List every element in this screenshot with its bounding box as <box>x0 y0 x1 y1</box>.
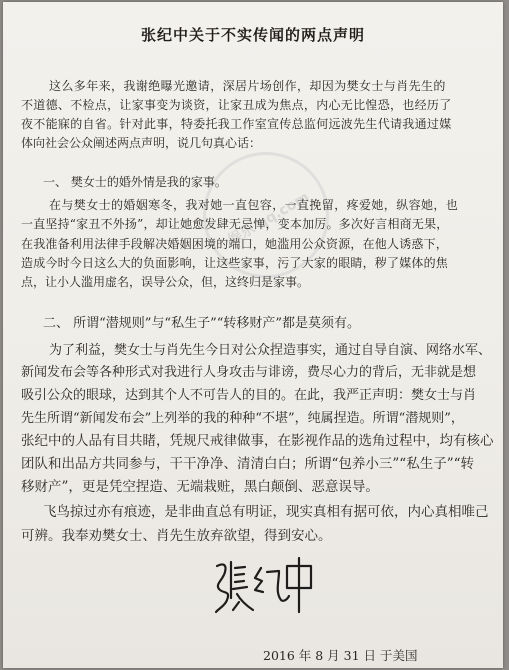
section-2-heading: 二、 所谓“潜规则”与“私生子”“转移财产”都是莫须有。 <box>43 316 361 331</box>
intro-line: 夜不能寐的自省。针对此事，特委托我工作室宣传总监何远波先生代请我通过媒 <box>21 117 452 131</box>
date-location: 2016 年 8 月 31 日 于美国 <box>263 648 418 663</box>
section-2-line: 张纪中的人品有目共睹，凭规尺戒律做事，在影视作品的选角过程中，均有核心 <box>21 433 494 449</box>
section-1-heading: 一、 樊女士的婚外情是我的家事。 <box>43 175 227 189</box>
intro-line: 这么多年来，我谢绝曝光邀请，深居片场创作，却因为樊女士与肖先生的 <box>49 79 446 93</box>
section-2-line: 为了利益，樊女士与肖先生今日对公众捏造事实，通过自导自演、网络水军、 <box>49 343 492 358</box>
section-1-line: 在我准备利用法律手段解决婚姻困境的端口，她滥用公众资源，在他人诱惑下， <box>21 237 449 251</box>
handwritten-signature <box>209 554 319 616</box>
section-1-line: 造成今时今日这么大的负面影响，让这些家事，污了大家的眼睛，秽了媒体的焦 <box>21 256 449 270</box>
intro-line: 不道德、不检点，让家事变为谈资，让家丑成为焦点，内心无比惶恐，也经历了 <box>21 98 452 112</box>
intro-line: 体向社会公众阐述两点声明，说几句真心话： <box>21 136 262 150</box>
closing-line: 可辨。我奉劝樊女士、肖先生放弃欲望，得到安心。 <box>21 528 332 544</box>
section-2-line: 移财产”，更是凭空捏造、无端栽赃，黑白颠倒、恶意误导。 <box>21 479 379 495</box>
closing-line: 飞鸟掠过亦有痕迹，是非曲直总有明证，现实真相有据可依，内心真相唯己 <box>43 504 489 520</box>
section-1-line: 一直坚持“家丑不外扬”，却让她愈发肆无忌惮，变本加厉。多次好言相商无果， <box>21 217 449 231</box>
section-2-line: 团队和出品方共同参与，干干净净、清清白白；所谓“包养小三”“私生子”“转 <box>21 456 475 472</box>
section-2-line: 吸引公众的眼球，达到其个人不可告人的目的。在此，我严正声明：樊女士与肖 <box>21 388 477 403</box>
section-1-line: 点，让小人滥用虚名，误导公众，但，这终归是家事。 <box>21 275 310 289</box>
statement-title: 张纪中关于不实传闻的两点声明 <box>140 26 365 44</box>
section-1-line: 在与樊女士的婚姻寒冬，我对她一直包容，一直挽留，疼爱她，纵容她，也 <box>49 198 459 212</box>
section-2-line: 先生所谓“新闻发布会”上列举的我的种种“不堪”，纯属捏造。所谓“潜规则”， <box>21 411 464 426</box>
statement-paper <box>3 2 503 668</box>
section-2-line: 新闻发布会等各种形式对我进行人身攻击与诽谤，费尽心力的背后，无非就是想 <box>21 365 477 380</box>
watermark-text: 娱乐 qq.com <box>225 189 313 249</box>
